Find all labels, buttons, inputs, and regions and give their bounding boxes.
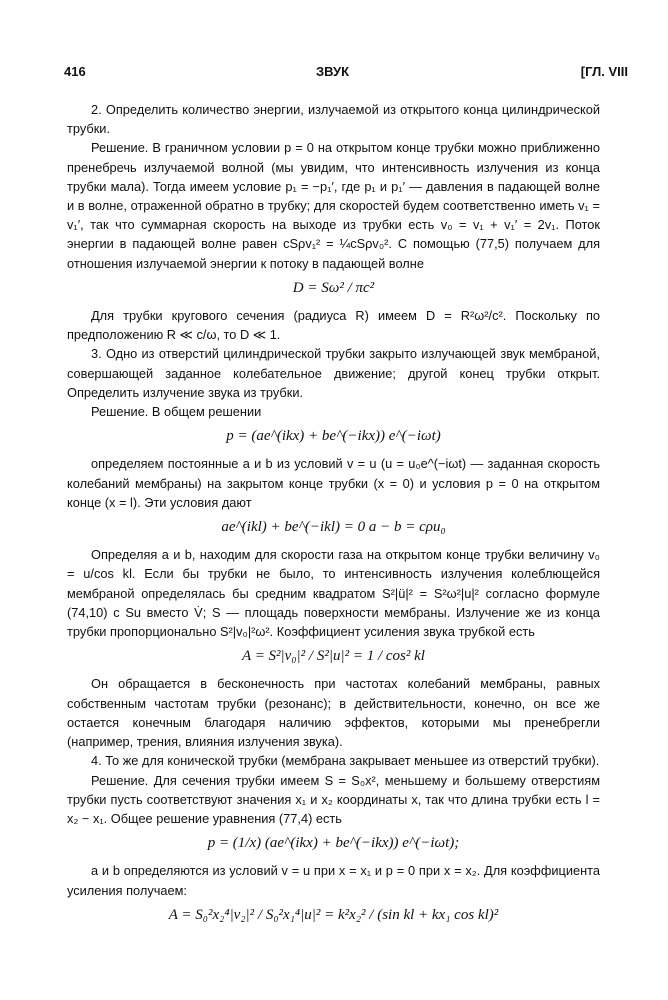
problem-2-solution: Решение. В граничном условии p = 0 на открытом конце трубки можно приближенно пренебречь излучаемой волной (мы увидим, что интенсивность излучения из конца трубки мала). Тогда имеем условие p₁ = −p₁′, где p₁ и p₁′ — давления в падающей волне и в волне, отраженной обратно в трубку; для скоростей будем соответственно иметь v₁ = v₁′, так что суммарная скорость на выходе из трубки есть v₀ = v₁ + v₁′ = 2v₁. Поток энергии в падающей волне равен cSρv₁² = ¼cSρv₀². С помощью (77,5) получаем для отношения излучаемой энергии к потоку в падающей волне (67, 140, 600, 271)
equation-text: p = (1/x) (ae^(ikx) + be^(−ikx)) e^(−iωt); (207, 835, 460, 852)
equation-boundary-conditions (67, 518, 600, 537)
equation-amplification-cylinder (67, 647, 600, 666)
problem-3-conditions: определяем постоянные a и b из условий v = u (u = u₀e^(−iωt) — заданная скорость колебаний мембраны) на закрытом конце трубки (x = 0) и условия p = 0 на открытом конце (x = l). Эти условия дают (67, 456, 600, 510)
problem-3-resonance: Он обращается в бесконечность при частотах колебаний мембраны, равных собственным частотам трубки (резонанс); в действительности, конечно, он все же остается конечным благодаря наличию эффектов, которыми мы пренебрегли (например, трения, влияния излучения звука). (67, 676, 600, 750)
running-header (64, 64, 628, 84)
equation-general-solution (67, 427, 600, 446)
equation-text: A = S²|v₀|² / S²|u|² = 1 / cos² kl (242, 648, 425, 665)
equation-text: A = S₀²x₂⁴|v₂|² / S₀²x₁⁴|u|² = k²x₂² / (sin kl + kx₁ cos kl)² (168, 906, 499, 923)
equation-conical-solution (67, 834, 600, 853)
header-title: ЗВУК (316, 64, 350, 79)
problem-3-velocity: Определяя a и b, находим для скорости газа на открытом конце трубки величину v₀ = u/cos kl. Если бы трубки не было, то интенсивность излучения колеблющейся мембраной определялась бы средним квадратом S²|ü|² = S²ω²|u|² согласно формуле (74,10) с Su вместо V̇; S — площадь поверхности мембраны. Излучение же из конца трубки пропорционально S²|v₀|²ω². Коэффициент усиления звука трубкой есть (67, 547, 600, 640)
chapter-label: [ГЛ. VIII (580, 64, 628, 79)
equation-d-ratio (67, 279, 600, 298)
problem-3-statement: 3. Одно из отверстий цилиндрической трубки закрыто излучающей звук мембраной, совершающей заданное колебательное движение; другой конец трубки открыт. Определить излучение звука из трубки. (67, 346, 600, 400)
problem-3-solution-intro: Решение. В общем решении (91, 404, 262, 420)
equation-text: ae^(ikl) + be^(−ikl) = 0 a − b = cρu₀ (221, 519, 446, 536)
problem-4-statement: 4. То же для конической трубки (мембрана закрывает меньшее из отверстий трубки). (91, 753, 600, 769)
problem-2-statement: 2. Определить количество энергии, излучаемой из открытого конца цилиндрической трубки. (67, 102, 600, 137)
equation-amplification-cone (67, 906, 600, 925)
page-body (67, 100, 600, 933)
page-number: 416 (64, 64, 86, 79)
problem-4-conditions: a и b определяются из условий v = u при x = x₁ и p = 0 при x = x₂. Для коэффициента усиления получаем: (67, 863, 600, 898)
problem-4-solution: Решение. Для сечения трубки имеем S = S₀x², меньшему и большему отверстиям трубки пусть соответствуют значения x₁ и x₂ координаты x, так что длина трубки есть l = x₂ − x₁. Общее решение уравнения (77,4) есть (67, 772, 600, 826)
equation-text: p = (ae^(ikx) + be^(−ikx)) e^(−iωt) (226, 428, 441, 445)
equation-text: D = Sω² / πc² (292, 279, 375, 296)
problem-2-circular-note: Для трубки кругового сечения (радиуса R) имеем D = R²ω²/c². Поскольку по предположению R ≪ c/ω, то D ≪ 1. (67, 308, 600, 343)
